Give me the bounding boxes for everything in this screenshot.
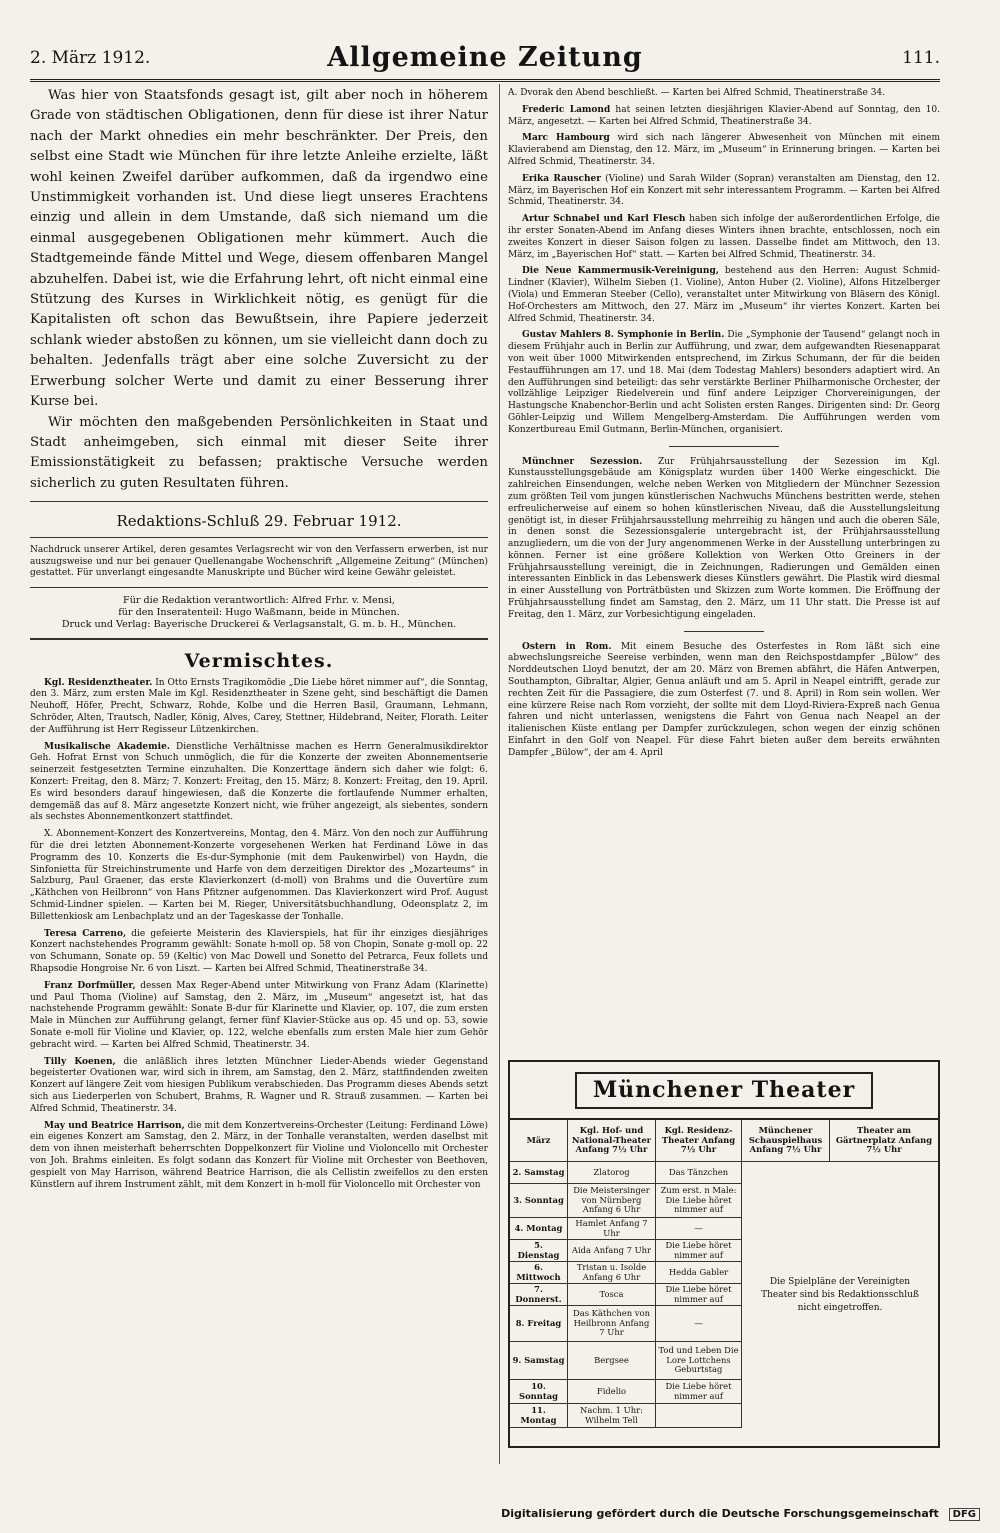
news-item — [508, 457, 940, 622]
article-conclusion — [30, 86, 488, 494]
news-item — [508, 105, 940, 129]
schedule-residenz: Tod und Leben Die Lore Lottchens Geburtstag — [656, 1342, 742, 1380]
item-text: (Violine) und Sarah Wilder (Sopran) veranstalten am Dienstag, den 12. März, im Bayerischen Hof ein Konzert mit sehr interessantem Programm. — Karten bei Alfred Schmid, Theatinerstr. 34. — [508, 173, 940, 208]
news-item — [30, 742, 488, 825]
schedule-residenz: — — [656, 1218, 742, 1240]
item-text: X. Abonnement-Konzert des Konzertvereins, Montag, den 4. März. Von den noch zur Aufführung für die drei letzten Abonnement-Konzerte vorgesehenen Werken hat Ferdinand Löwe in das Programm des 10. Konzerts die Es-dur-Symphonie (mit dem Paukenwirbel) von Haydn, die Sinfonietta für Streichinstrumente und Harfe von dem derzeitigen Direktor des „Mozarteums“ in Salzburg, Paul Graener, das erste Klavierkonzert (d-moll) von Brahms und die Ouvertüre zum „Käthchen von Heilbronn“ von Hans Pfitzner aufgenommen. Das Klavierkonzert wird Prof. August Schmid-Lindner spielen. — Karten bei M. Rieger, Universitätsbuchhandlung, Odeonsplatz 2, im Billettenkiosk am Lenbachplatz und an der Tageskasse der Tonhalle. — [30, 829, 488, 922]
schedule-day: 6. Mittwoch — [510, 1262, 568, 1284]
schedule-residenz — [656, 1404, 742, 1428]
item-name: Tilly Koenen, — [44, 1056, 116, 1067]
header-rule — [30, 79, 940, 82]
imprint-line: Druck und Verlag: Bayerische Druckerei & Verlagsanstalt, G. m. b. H., München. — [61, 618, 457, 630]
news-item — [508, 642, 940, 760]
item-name: Gustav Mahlers 8. Symphonie in Berlin. — [522, 330, 725, 341]
news-item — [508, 88, 940, 100]
imprint-line: für den Inseratenteil: Hugo Waßmann, beide in München. — [118, 606, 400, 618]
article-paragraph: Wir möchten den maßgebenden Persönlichkeiten in Staat und Stadt anheimgeben, sich einmal mit dieser Seite ihrer Emissionstätigkeit zu befassen; praktische Versuche werden sicherlich zu guten Resultaten führen. — [30, 414, 488, 491]
item-name: Die Neue Kammermusik-Vereinigung, — [522, 266, 719, 277]
col-header-residenz: Kgl. Residenz-Theater Anfang 7½ Uhr — [656, 1120, 742, 1162]
item-text: Mit einem Besuche des Osterfestes in Rom läßt sich eine abwechslungsreiche Seereise verbinden, wenn man den Reichspostdampfer „Bülow“ des Norddeutschen Lloyd benutzt, der am 20. März von Bremen abfährt, die Häfen Antwerpen, Southampton, Gibraltar, Algier, Genua anläuft und am 5. April in Neapel eintrifft, gerade zur rechten Zeit für die Passagiere, die zum Osterfest (7. und 8. April) in Rom sein wollen. Wer eine kürzere Reise nach Rom vorzieht, der sollte mit dem Lloyd-Riviera-Expreß nach Genua fahren und nicht unterlassen, wenigstens die Fahrt von Genua nach Neapel an der italienischen Küste entlang per Dampfer zurückzulegen, schon wegen der einzig schönen Einfahrt in den Golf von Neapel. Für diese Fahrt bieten außer dem bereits erwähnten Dampfer „Bülow“, der am 4. April — [508, 641, 940, 758]
item-text: A. Dvorak den Abend beschließt. — Karten bei Alfred Schmid, Theatinerstraße 34. — [508, 88, 886, 98]
news-item — [30, 1121, 488, 1192]
schedule-hof: Hamlet Anfang 7 Uhr — [568, 1218, 656, 1240]
footer-text: Digitalisierung gefördert durch die Deutsche Forschungsgemeinschaft — [501, 1507, 939, 1520]
divider — [30, 587, 488, 588]
item-name: Franz Dorfmüller, — [44, 980, 136, 991]
item-name: Kgl. Residenztheater. — [44, 677, 153, 688]
item-name: Teresa Carreno, — [44, 928, 127, 939]
article-paragraph: Was hier von Staatsfonds gesagt ist, gilt aber noch in höherem Grade von städtischen Obligationen, denn für diese ist ihrer Natur nach der Markt ohnedies ein mehr beschränkter. Der Preis, den selbst eine Stadt wie München für ihre letzte Anleihe erzielte, läßt wohl keinen Zweifel darüber aufkommen, daß da irgendwo eine Unstimmigkeit vorhanden ist. Und diese liegt unseres Erachtens einzig und allein in dem Umstande, daß sich niemand um die einmal ausgegebenen Obligationen mehr kümmert. Auch die Stadtgemeinde fände Mittel und Wege, diesem offenbaren Mangel abzuhelfen. Dabei ist, wie die Erfahrung lehrt, oft nicht einmal eine Stützung des Kurses in Wirklichkeit nötig, es genügt für die Kapitalisten oft schon das Bewußtsein, ihre Papiere jederzeit schlank wieder abstoßen zu können, um sie vielleicht dann doch zu behalten. Jedenfalls trägt aber eine solche Zuversicht zu der Erwerbung solcher Werte und damit zu einer Besserung ihrer Kurse bei. — [30, 88, 488, 410]
separator-rule — [684, 631, 764, 632]
schedule-hof: Die Meistersinger von Nürnberg Anfang 6 Uhr — [568, 1184, 656, 1218]
schedule-residenz: Zum erst. n Male: Die Liebe höret nimmer auf — [656, 1184, 742, 1218]
theater-grid — [510, 1120, 938, 1428]
column-divider — [499, 84, 500, 1464]
schedule-note: Die Spielpläne der Vereinigten Theater sind bis Redaktionsschluß nicht eingetroffen. — [761, 1276, 919, 1313]
right-column — [508, 88, 940, 1050]
schedule-day: 4. Montag — [510, 1218, 568, 1240]
schedule-day: 5. Dienstag — [510, 1240, 568, 1262]
left-column — [30, 86, 488, 1464]
item-text: Dienstliche Verhältnisse machen es Herrn Generalmusikdirektor Geh. Hofrat Ernst von Schuch unmöglich, die für die Konzerte der zweiten Abonnementserie seinerzeit festgesetzten Termine einzuhalten. Die Konzerttage ändern sich daher wie folgt: 6. Konzert: Freitag, den 8. März; 7. Konzert: Freitag, den 15. März; 8. Konzert: Freitag, den 19. April. Es wird besonders darauf hingewiesen, daß die Konzerte die fortlaufende Nummer erhalten, demgemäß das auf 8. März angesetzte Konzert nicht, wie früher angezeigt, als siebentes, sondern als sechstes Abonnementkonzert stattfindet. — [30, 741, 488, 823]
schedule-hof: Fidelio — [568, 1380, 656, 1404]
schedule-residenz: — — [656, 1306, 742, 1342]
item-text: die mit dem Konzertvereins-Orchester (Leitung: Ferdinand Löwe) ein eigenes Konzert am Samstag, den 2. März, in der Tonhalle veranstalten, werden daselbst mit dem von ihnen meisterhaft beherrschten Doppelkonzert für Violine und Violoncello mit Orchester von Joh. Brahms einleiten. Es folgt sodann das Konzert für Violine mit Orchester von Beethoven, gespielt von May Harrison, während Beatrice Harrison, die als Cellistin zweifellos zu den ersten Künstlern auf ihrem Instrument zählt, mit dem Konzert in h-moll für Violoncello mit Orchester von — [30, 1120, 488, 1190]
item-text: hat seinen letzten diesjährigen Klavier-Abend auf Sonntag, den 10. März, angesetzt. — Karten bei Alfred Schmid, Theatinerstraße 34. — [508, 104, 940, 127]
item-text: Zur Frühjahrsausstellung der Sezession im Kgl. Kunstausstellungsgebäude am Königsplatz wurden über 1400 Werke eingeschickt. Die zahlreichen Einsendungen, welche neben Werken von Mitgliedern der Münchner Sezession zum größten Teil vom jungen künstlerischen Nachwuchs Münchens bestritten werde, stehen erfreulicherweise auf einem so hohen künstlerischen Niveau, daß die Ausstellungsleitung genötigt ist, in dieser Frühjahrsausstellung mehrreihig zu hängen und auch die oberen Säle, in denen sonst die Sezessionsgalerie untergebracht ist, der Frühjahrsausstellung anzugliedern, um die von der Jury angenommenen Werke in der Ausstellung unterbringen zu können. Ferner ist eine größere Kollektion von Werken Otto Greiners in der Frühjahrsausstellung vereinigt, die in Zeichnungen, Radierungen und Gemälden einen interessanten Einblick in das Lebenswerk dieses Künstlers gewährt. Die Plastik wird diesmal in einer Ausstellung von Porträtbüsten und Skizzen zum Worte kommen. Die Eröffnung der Frühjahrsausstellung findet am Samstag, den 2. März, um 11 Uhr statt. Die Presse ist auf Freitag, den 1. März, zur Vorbesichtigung eingeladen. — [508, 456, 940, 620]
item-name: Artur Schnabel und Karl Flesch — [522, 214, 686, 225]
item-text: wird sich nach längerer Abwesenheit von München mit einem Klavierabend am Dienstag, den 12. März, im „Museum“ in Erinnerung bringen. — Karten bei Alfred Schmid, Theatinerstr. 34. — [508, 133, 940, 167]
item-text: Die „Symphonie der Tausend“ gelangt noch in diesem Frühjahr auch in Berlin zur Aufführung, und zwar, dem aufgewandten Riesenapparat von weit über 1000 Mitwirkenden entsprechend, im Zirkus Schumann, der für die beiden Festaufführungen am 17. und 18. Mai (dem Todestag Mahlers) besonders adaptiert wird. An den Aufführungen sind beteiligt: das sehr verstärkte Berliner Philharmonische Orchester, der vollzählige Leipziger Riedelverein und fünf andere Leipziger Chorvereinigungen, der Hastungsche Knabenchor-Berlin und acht Solisten ersten Ranges. Dirigenten sind: Dr. Georg Göhler-Leipzig und Willem Mengelberg-Amsterdam. Die Aufführungen werden vom Konzertbureau Emil Gutmann, Berlin-München, organisiert. — [508, 330, 940, 435]
news-item — [30, 678, 488, 737]
copyright-notice: Nachdruck unserer Artikel, deren gesamtes Verlagsrecht wir von den Verfassern erwerben, ist nur auszugsweise und nur bei genauer Quellenangabe Wochenschrift „Allgemeine Zeitung“ (München) gestattet. Für unverlangt eingesandte Manuskripte und Bücher wird keine Gewähr geleistet. — [30, 545, 488, 579]
schedule-hof: Aida Anfang 7 Uhr — [568, 1240, 656, 1262]
schedule-day: 10. Sonntag — [510, 1380, 568, 1404]
imprint-line: Für die Redaktion verantwortlich: Alfred Frhr. v. Mensi, — [123, 594, 395, 606]
separator-rule — [669, 446, 779, 447]
schedule-day: 9. Samstag — [510, 1342, 568, 1380]
issue-date: 2. März 1912. — [30, 48, 151, 68]
item-text: die gefeierte Meisterin des Klavierspiels, hat für ihr einziges diesjähriges Konzert nachstehendes Programm gewählt: Sonate h-moll op. 58 von Chopin, Sonate g-moll op. 22 von Schumann, Sonate op. 59 (Keltic) von Mac Dowell und Sonetto del Petrarca, Feux follets und Rhapsodie Hongroise Nr. 6 von Liszt. — Karten bei Alfred Schmid, Theatinerstraße 34. — [30, 928, 488, 974]
item-text: bestehend aus den Herren: August Schmid-Lindner (Klavier), Wilhelm Sieben (1. Violine), Anton Huber (2. Violine), Alfons Hitzelberger (Viola) und Emmeran Steeber (Cello), veranstaltet unter Mitwirkung von Bläsern des Königl. Hof-Orchesters am Mittwoch, den 27. März im „Museum“ ihr viertes Konzert. Karten bei Alfred Schmid, Theatinerstr. 34. — [508, 266, 940, 324]
news-item — [508, 133, 940, 168]
divider — [30, 638, 488, 640]
news-item — [508, 174, 940, 209]
dfg-logo: DFG — [949, 1508, 980, 1521]
news-item — [508, 266, 940, 325]
schedule-day: 11. Montag — [510, 1404, 568, 1428]
news-item — [30, 981, 488, 1052]
item-text: die anläßlich ihres letzten Münchner Lieder-Abends wieder Gegenstand begeisterter Ovationen war, wird sich in ihrem, am Samstag, den 2. März, stattfindenden zweiten Konzert auf längere Zeit vom hiesigen Publikum verabschieden. Das Programm dieses Abends setzt sich aus Liederperlen von Schubert, Brahms, R. Wagner und R. Strauß zusammen. — Karten bei Alfred Schmid, Theatinerstr. 34. — [30, 1056, 488, 1114]
item-text: haben sich infolge der außerordentlichen Erfolge, die ihr erster Sonaten-Abend im Anfang dieses Winters ihnen brachte, entschlossen, noch ein zweites Konzert in dieser Saison folgen zu lassen. Dasselbe findet am Mittwoch, den 13. März, im „Bayerischen Hof“ statt. — Karten bei Alfred Schmid, Theatinerstr. 34. — [508, 214, 940, 260]
vermischtes-list — [30, 678, 488, 1192]
schedule-residenz: Die Liebe höret nimmer auf — [656, 1284, 742, 1306]
item-name: Frederic Lamond — [522, 104, 611, 115]
item-name: Musikalische Akademie. — [44, 741, 170, 752]
schedule-hof: Tristan u. Isolde Anfang 6 Uhr — [568, 1262, 656, 1284]
theater-title: Münchener Theater — [575, 1072, 873, 1109]
col-header-schauspielhaus: Münchener Schauspielhaus Anfang 7½ Uhr — [742, 1120, 830, 1162]
imprint — [30, 595, 488, 631]
schedule-residenz: Hedda Gabler — [656, 1262, 742, 1284]
schedule-residenz: Die Liebe höret nimmer auf — [656, 1380, 742, 1404]
schedule-hof: Nachm. 1 Uhr: Wilhelm Tell — [568, 1404, 656, 1428]
schedule-hof: Bergsee — [568, 1342, 656, 1380]
section-heading: Vermischtes. — [184, 649, 334, 672]
redaktionsschluss: Redaktions-Schluß 29. Februar 1912. — [116, 512, 402, 531]
page-header — [30, 42, 940, 74]
schedule-hof: Zlatorog — [568, 1162, 656, 1184]
news-item — [30, 1057, 488, 1116]
schedule-day: 7. Donnerst. — [510, 1284, 568, 1306]
item-name: Münchner Sezession. — [522, 456, 643, 467]
footer — [501, 1507, 980, 1521]
schedule-day: 3. Sonntag — [510, 1184, 568, 1218]
theater-schedule — [508, 1060, 940, 1448]
schedule-day: 8. Freitag — [510, 1306, 568, 1342]
theater-title-box — [510, 1062, 938, 1120]
news-item — [508, 214, 940, 261]
masthead-title: Allgemeine Zeitung — [327, 42, 643, 73]
divider — [30, 501, 488, 502]
item-name: May und Beatrice Harrison, — [44, 1120, 185, 1131]
page-number: 111. — [902, 48, 940, 68]
schedule-hof: Tosca — [568, 1284, 656, 1306]
item-name: Marc Hambourg — [522, 133, 610, 144]
news-item — [30, 929, 488, 976]
schedule-residenz: Das Tänzchen — [656, 1162, 742, 1184]
schedule-hof: Das Käthchen von Heilbronn Anfang 7 Uhr — [568, 1306, 656, 1342]
item-name: Erika Rauscher — [522, 173, 602, 184]
item-text: dessen Max Reger-Abend unter Mitwirkung von Franz Adam (Klarinette) und Paul Thoma (Violine) auf Samstag, den 2. März, im „Museum“ angesetzt ist, hat das nachstehende Programm gewählt: Sonate B-dur für Klarinette und Klavier, op. 107, die zum ersten Male in München zur Aufführung gelangt, ferner fünf Klavier-Stücke aus op. 45 und op. 53, sowie Sonate e-moll für Violine und Klavier, op. 122, welche ebenfalls zum ersten Male hier zum Gehör gebracht wird. — Karten bei Alfred Schmid, Theatinerstr. 34. — [30, 980, 488, 1050]
col-header-gaertnerplatz: Theater am Gärtnerplatz Anfang 7½ Uhr — [830, 1120, 938, 1162]
news-item — [508, 330, 940, 436]
col-header-hof: Kgl. Hof- und National-Theater Anfang 7½ Uhr — [568, 1120, 656, 1162]
news-item — [30, 829, 488, 923]
schedule-day: 2. Samstag — [510, 1162, 568, 1184]
schedule-residenz: Die Liebe höret nimmer auf — [656, 1240, 742, 1262]
col-header-month: März — [510, 1120, 568, 1162]
item-text: In Otto Ernsts Tragikomödie „Die Liebe höret nimmer auf“, die Sonntag, den 3. März, zum ersten Male im Kgl. Residenztheater in Szene geht, sind beschäftigt die Damen Neuhoff, Höfer, Precht, Schwarz, Rohde, Kolbe und die Herren Basil, Graumann, Lehmann, Schröder, Alten, Trautsch, Nadler, König, Alves, Carey, Stettner, Hildebrand, Neiter, Florath. Leiter der Aufführung ist Herr Regisseur Lützenkirchen. — [30, 677, 488, 735]
item-name: Ostern in Rom. — [522, 641, 612, 652]
divider — [30, 537, 488, 538]
